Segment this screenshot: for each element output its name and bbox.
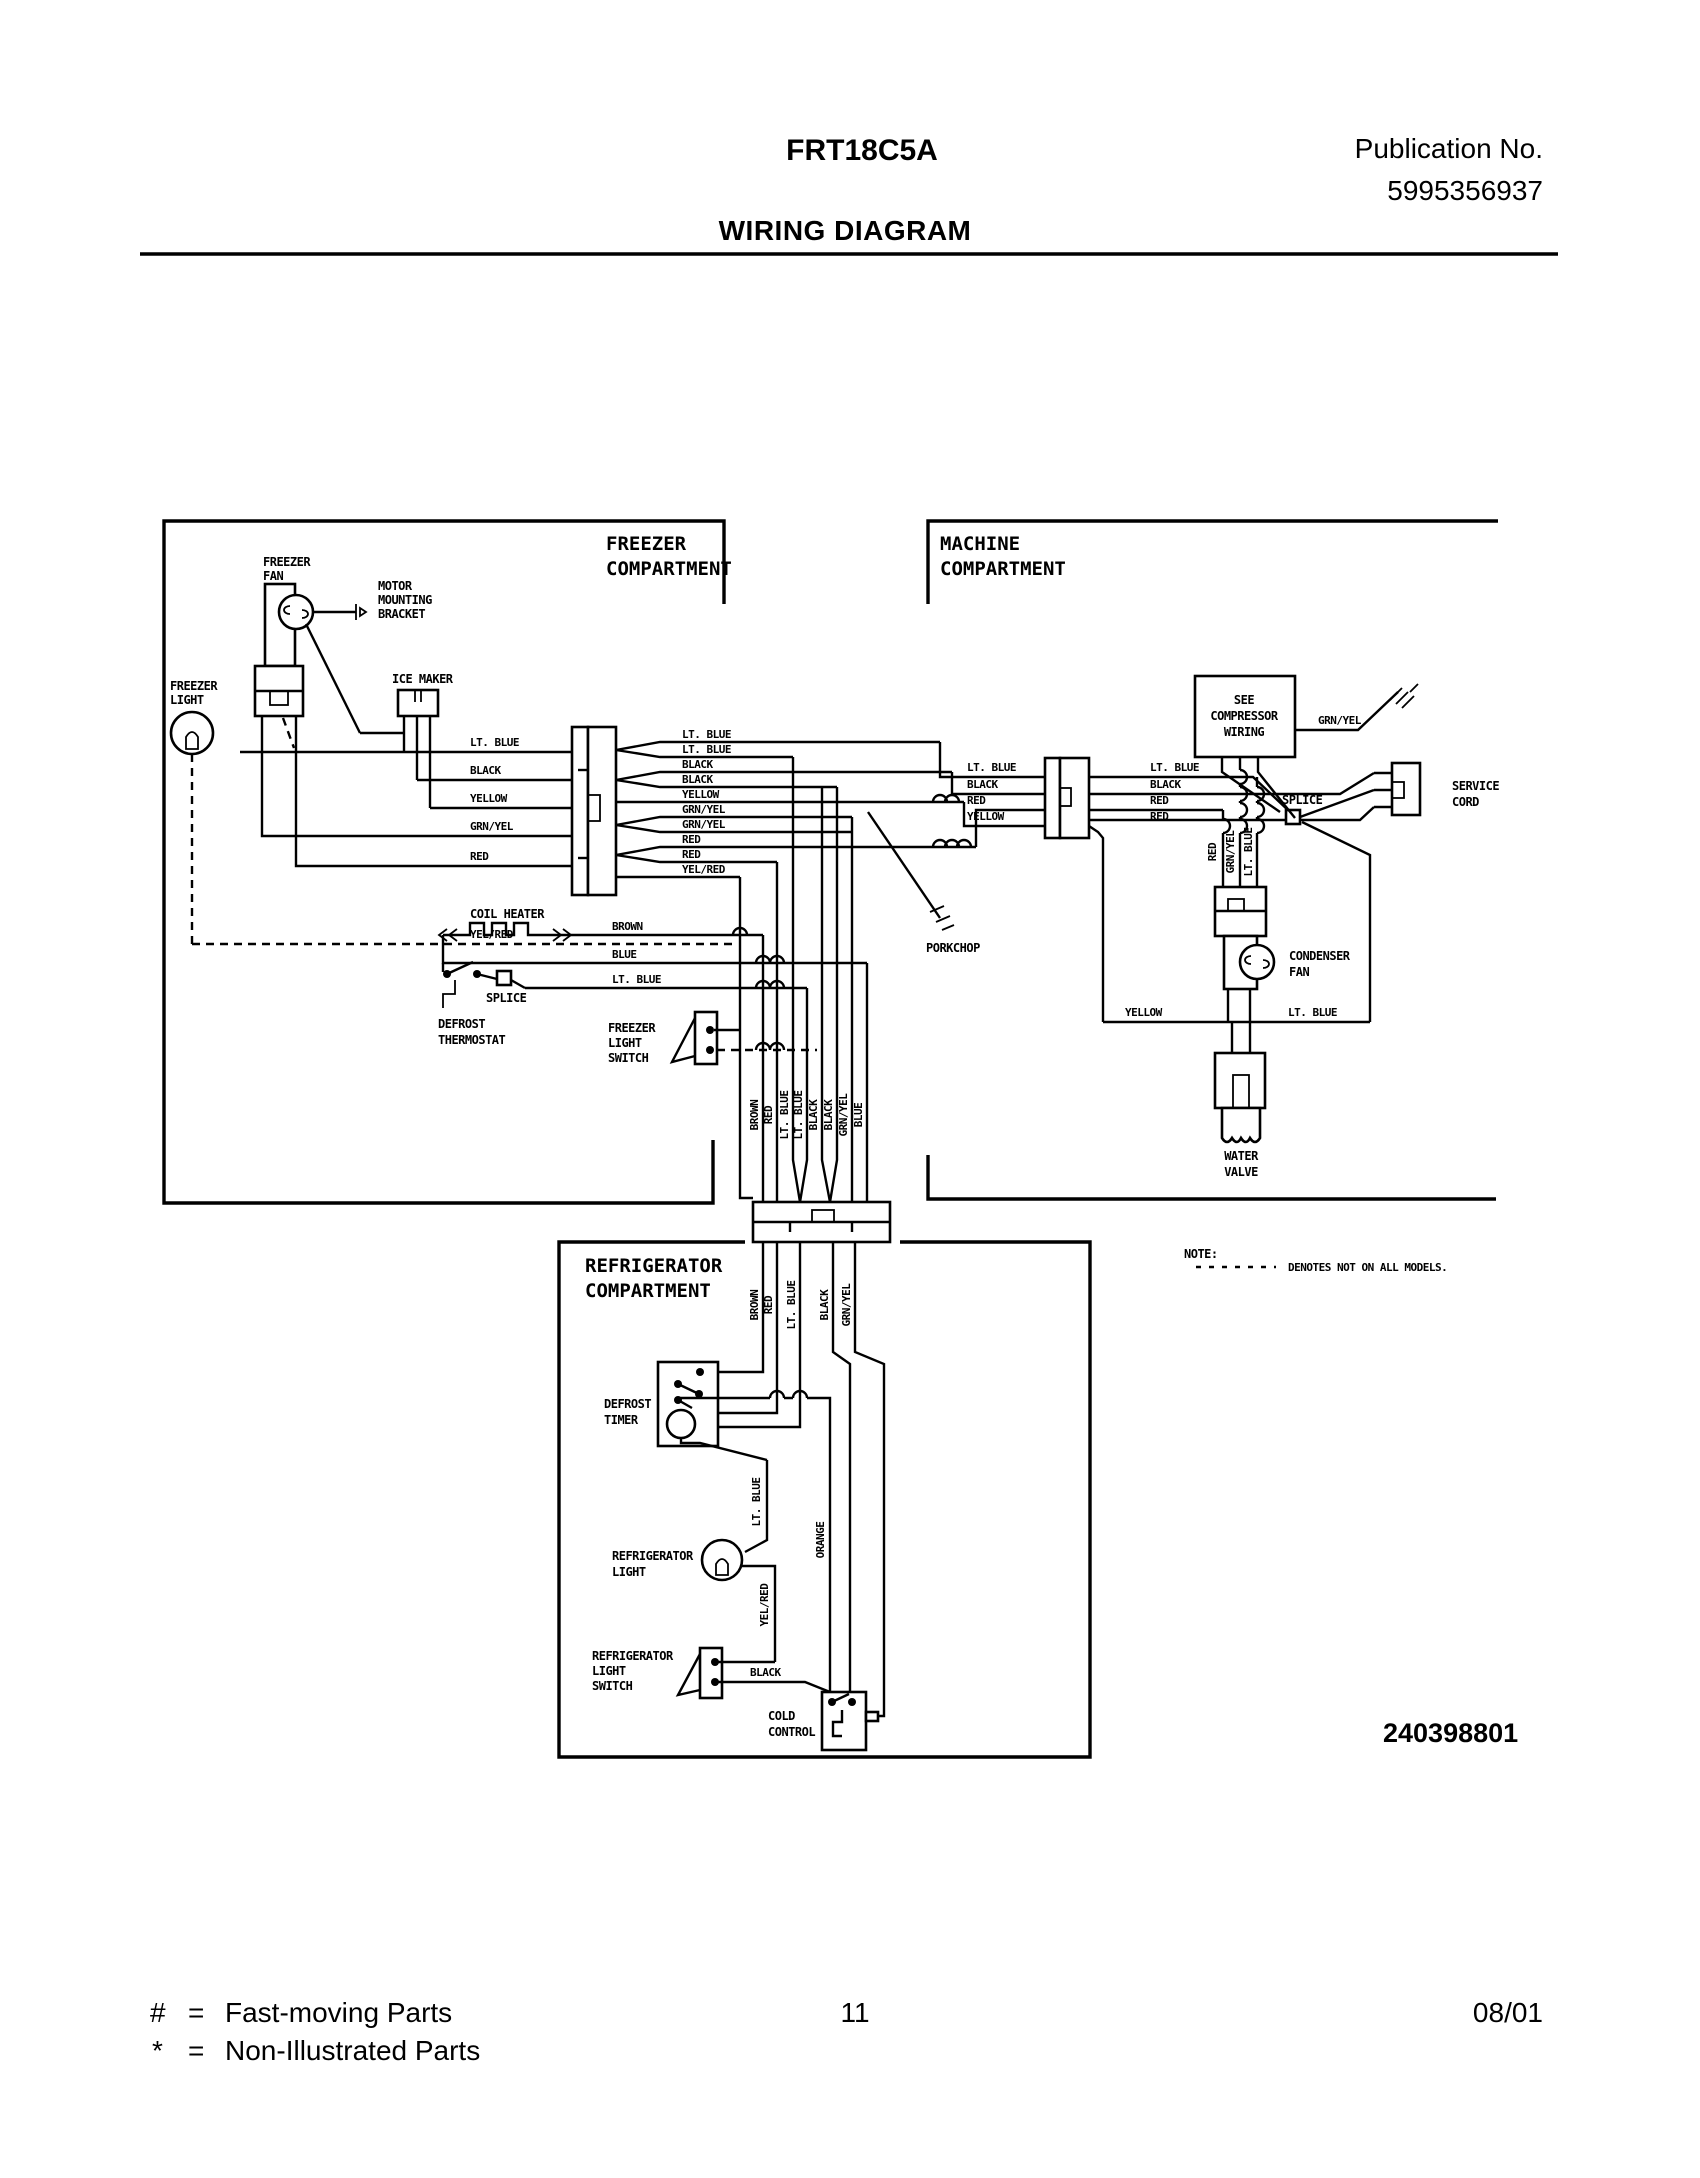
svg-text:CONTROL: CONTROL [768,1725,816,1739]
svg-text:LIGHT: LIGHT [170,693,204,707]
svg-text:DEFROST: DEFROST [604,1397,652,1411]
footer-date: 08/01 [1472,1997,1543,2028]
svg-text:BROWN: BROWN [748,1099,761,1131]
freezer-compartment-border [164,521,732,1203]
page-number: 11 [840,1997,870,2028]
refrigerator-light-switch [592,1648,830,1698]
svg-text:YELLOW: YELLOW [470,792,507,805]
splice-label: SPLICE [486,991,527,1005]
svg-text:RED: RED [470,850,489,863]
svg-text:GRN/YEL: GRN/YEL [1224,830,1237,874]
freezer-harness-wires [192,716,737,944]
svg-text:BLUE: BLUE [612,948,637,961]
freezer-light-switch [608,1012,817,1065]
svg-text:COLD: COLD [768,1709,795,1723]
refrigerator-light [612,1460,775,1662]
svg-text:CORD: CORD [1452,795,1479,809]
page-footer [150,1997,1543,2066]
svg-text:SERVICE: SERVICE [1452,779,1500,793]
water-valve-connector [1215,1053,1265,1108]
svg-text:LT. BLUE: LT. BLUE [682,743,731,756]
fast-moving-text: Fast-moving Parts [225,1997,453,2028]
svg-text:FAN: FAN [1289,965,1310,979]
svg-text:LT. BLUE: LT. BLUE [1242,827,1255,877]
svg-text:YEL/RED: YEL/RED [758,1583,771,1627]
svg-text:SWITCH: SWITCH [592,1679,633,1693]
svg-text:RED: RED [762,1295,775,1315]
svg-text:YEL/RED: YEL/RED [470,928,513,941]
svg-text:ORANGE: ORANGE [814,1521,827,1559]
svg-text:COMPARTMENT: COMPARTMENT [585,1280,711,1302]
svg-text:RED: RED [1206,842,1219,862]
svg-text:LT. BLUE: LT. BLUE [1150,761,1199,774]
svg-text:RED: RED [682,833,701,846]
svg-text:LT. BLUE: LT. BLUE [778,1090,791,1140]
svg-text:REFRIGERATOR: REFRIGERATOR [612,1549,693,1563]
freezer-light [170,679,218,754]
svg-text:GRN/YEL: GRN/YEL [682,803,725,816]
non-illustrated-text: Non-Illustrated Parts [225,2035,481,2066]
refrigerator-compartment-title: REFRIGERATOR [585,1255,723,1277]
svg-text:REFRIGERATOR: REFRIGERATOR [592,1649,673,1663]
svg-text:LT. BLUE: LT. BLUE [785,1280,798,1330]
service-cord [1374,763,1499,815]
svg-text:GRN/YEL: GRN/YEL [470,820,513,833]
svg-text:GRN/YEL: GRN/YEL [837,1093,850,1137]
svg-text:YELLOW: YELLOW [967,810,1004,823]
publication-label: Publication No. [1354,133,1543,164]
svg-text:BLACK: BLACK [967,778,998,791]
svg-text:VALVE: VALVE [1224,1165,1258,1179]
machine-splice-label: SPLICE [1282,793,1323,807]
note-text: DENOTES NOT ON ALL MODELS. [1288,1261,1448,1274]
svg-text:SEE: SEE [1233,693,1255,707]
svg-text:LT. BLUE: LT. BLUE [682,728,731,741]
fast-moving-symbol: # [150,1997,166,2028]
svg-text:LIGHT: LIGHT [592,1664,626,1678]
note-label: NOTE: [1184,1247,1218,1261]
svg-text:TIMER: TIMER [604,1413,638,1427]
svg-text:WATER: WATER [1224,1149,1258,1163]
svg-text:FREEZER: FREEZER [263,555,311,569]
motor-mounting-bracket-label: MOTOR [378,579,412,593]
svg-text:BLACK: BLACK [818,1289,831,1321]
svg-text:MOUNTING: MOUNTING [378,593,432,607]
svg-text:GRN/YEL: GRN/YEL [1318,714,1361,727]
svg-text:SWITCH: SWITCH [608,1051,649,1065]
cold-control [768,1692,878,1750]
water-valve-circuit [1103,1006,1370,1179]
ice-maker-connector [398,690,438,716]
svg-text:LIGHT: LIGHT [608,1036,642,1050]
svg-text:LT. BLUE: LT. BLUE [967,761,1016,774]
svg-text:RED: RED [1150,810,1169,823]
svg-text:RED: RED [967,794,986,807]
refrigerator-wires [702,1242,884,1716]
svg-text:BLACK: BLACK [750,1666,781,1679]
svg-text:THERMOSTAT: THERMOSTAT [438,1033,506,1047]
model-number: FRT18C5A [786,134,938,167]
refrigerator-light-bulb-icon [702,1540,742,1580]
svg-text:BLUE: BLUE [852,1102,865,1128]
note [1184,1247,1447,1274]
svg-text:BRACKET: BRACKET [378,607,426,621]
svg-text:BLACK: BLACK [1150,778,1181,791]
svg-text:ICE MAKER: ICE MAKER [392,672,453,686]
freezer-bulkhead-connector [572,727,616,895]
svg-text:COMPARTMENT: COMPARTMENT [606,558,732,580]
svg-text:FREEZER: FREEZER [170,679,218,693]
svg-text:=: = [188,1997,205,2028]
bracket-icon [356,604,366,620]
svg-text:BROWN: BROWN [612,920,643,933]
svg-text:LT. BLUE: LT. BLUE [1288,1006,1337,1019]
svg-text:LT. BLUE: LT. BLUE [792,1090,805,1140]
svg-text:FAN: FAN [263,569,284,583]
defrost-timer-motor-icon [667,1410,695,1438]
svg-text:RED: RED [762,1105,775,1125]
service-cord-connector [1392,763,1420,815]
svg-text:BLACK: BLACK [682,758,713,771]
svg-text:RED: RED [1150,794,1169,807]
svg-text:=: = [188,2035,205,2066]
svg-text:YELLOW: YELLOW [682,788,719,801]
water-valve-body [1222,1108,1260,1142]
svg-text:BLACK: BLACK [822,1099,835,1131]
ground-icon [1390,684,1418,708]
svg-text:BLACK: BLACK [682,773,713,786]
svg-text:YELLOW: YELLOW [1125,1006,1162,1019]
defrost-thermostat-label: DEFROST [438,1017,486,1031]
svg-text:BLACK: BLACK [470,764,501,777]
splice-connector [497,971,511,985]
page-title: WIRING DIAGRAM [718,215,972,246]
freezer-compartment-title: FREEZER [606,533,687,555]
condenser-fan [1215,887,1351,1022]
svg-text:FREEZER: FREEZER [608,1021,656,1035]
svg-text:BLACK: BLACK [807,1099,820,1131]
svg-text:COMPRESSOR: COMPRESSOR [1210,709,1278,723]
svg-text:CONDENSER: CONDENSER [1289,949,1350,963]
defrost-timer [604,1362,767,1460]
svg-text:BROWN: BROWN [748,1289,761,1321]
ice-maker [392,672,454,808]
refrigerator-harness-connector [753,1202,890,1242]
cold-control-side-terminal [866,1712,878,1721]
svg-text:GRN/YEL: GRN/YEL [840,1283,853,1327]
svg-text:YEL/RED: YEL/RED [682,863,725,876]
svg-text:LIGHT: LIGHT [612,1565,646,1579]
page-header [140,133,1558,254]
svg-text:WIRING: WIRING [1223,725,1265,739]
svg-text:LT. BLUE: LT. BLUE [470,736,519,749]
svg-text:PORKCHOP: PORKCHOP [926,941,980,955]
document-number: 240398801 [1383,1718,1519,1748]
svg-text:RED: RED [682,848,701,861]
svg-text:COMPARTMENT: COMPARTMENT [940,558,1066,580]
porkchop-tag-icon [930,906,954,930]
machine-compartment-title: MACHINE [940,533,1021,555]
publication-number: 5995356937 [1387,175,1543,206]
freezer-light-bulb-icon [171,712,213,754]
svg-text:COIL HEATER: COIL HEATER [470,907,544,921]
harness-drop-wires [740,757,867,1202]
svg-text:LT. BLUE: LT. BLUE [750,1477,763,1527]
porkchop-callout [868,812,980,955]
svg-text:LT. BLUE: LT. BLUE [612,973,661,986]
svg-text:GRN/YEL: GRN/YEL [682,818,725,831]
non-illustrated-symbol: * [152,2035,163,2066]
